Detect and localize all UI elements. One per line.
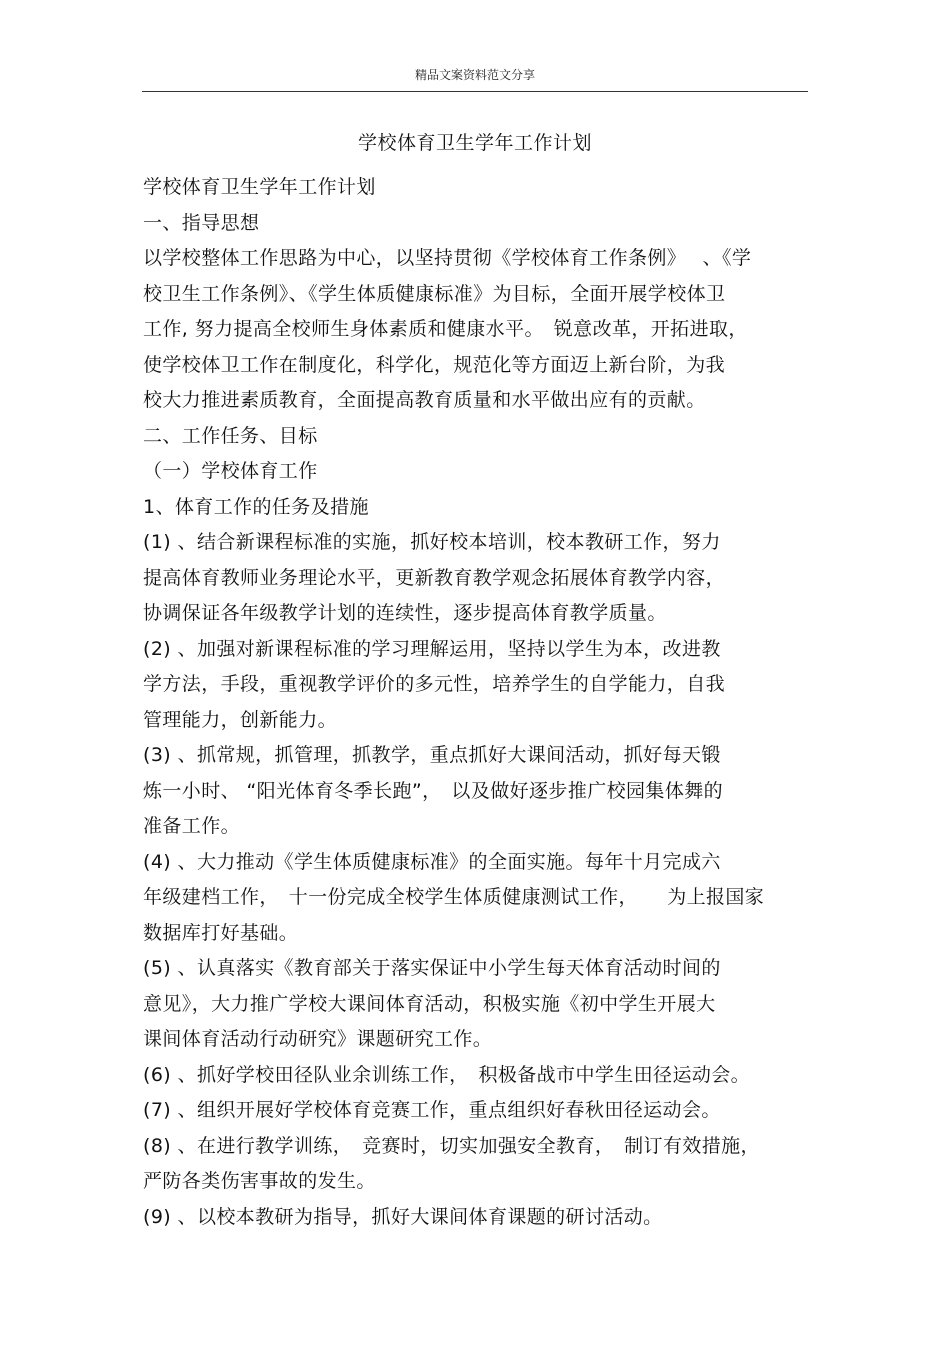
body-line: (5) 、认真落实《教育部关于落实保证中小学生每天体育活动时间的 xyxy=(143,957,721,979)
body-line: (8) 、在进行教学训练， 竞赛时，切实加强安全教育， 制订有效措施， xyxy=(143,1134,760,1157)
body-line: (6) 、抓好学校田径队业余训练工作， 积极备战市中学生田径运动会。 xyxy=(143,1063,751,1086)
document-body xyxy=(143,170,823,1235)
body-line: 炼一小时、 “阳光体育冬季长跑”， 以及做好逐步推广校园集体舞的 xyxy=(143,779,724,802)
body-line: 管理能力，创新能力。 xyxy=(143,708,338,731)
header-divider xyxy=(142,91,808,92)
body-line: (7) 、组织开展好学校体育竞赛工作，重点组织好春秋田径运动会。 xyxy=(143,1099,721,1121)
body-line: 课间体育活动行动研究》课题研究工作。 xyxy=(143,1028,493,1050)
body-line: 协调保证各年级教学计划的连续性，逐步提高体育教学质量。 xyxy=(143,602,667,624)
body-line: 提高体育教师业务理论水平，更新教育教学观念拓展体育教学内容， xyxy=(143,566,726,589)
body-line: 严防各类伤害事故的发生。 xyxy=(143,1170,376,1192)
body-line: 校卫生工作条例》、《学生体质健康标准》为目标，全面开展学校体卫 xyxy=(143,282,726,305)
body-line: (2) 、加强对新课程标准的学习理解运用，坚持以学生为本，改进教 xyxy=(143,637,721,660)
body-line: 使学校体卫工作在制度化，科学化，规范化等方面迈上新台阶，为我 xyxy=(143,353,726,376)
body-line: 准备工作。 xyxy=(143,815,241,837)
document-title: 学校体育卫生学年工作计划 xyxy=(357,132,592,154)
body-line: 学校体育卫生学年工作计划 xyxy=(143,176,376,198)
body-line: 二、工作任务、目标 xyxy=(143,424,318,447)
body-line: (1) 、结合新课程标准的实施，抓好校本培训，校本教研工作，努力 xyxy=(143,531,721,553)
body-line: 年级建档工作， 十一份完成全校学生体质健康测试工作， 为上报国家 xyxy=(143,886,765,908)
body-line: (4) 、大力推动《学生体质健康标准》的全面实施。每年十月完成六 xyxy=(143,850,721,873)
body-line: 工作, 努力提高全校师生身体素质和健康水平。 锐意改革，开拓进取， xyxy=(143,318,748,340)
body-line: 学方法，手段，重视教学评价的多元性，培养学生的自学能力，自我 xyxy=(143,673,726,695)
page-header: 精品文案资料范文分享 xyxy=(414,68,535,82)
body-line: 校大力推进素质教育，全面提高教育质量和水平做出应有的贡献。 xyxy=(143,389,706,411)
body-line: 以学校整体工作思路为中心，以坚持贯彻《学校体育工作条例》 、《学 xyxy=(143,247,752,269)
body-line: (9) 、以校本教研为指导，抓好大课间体育课题的研讨活动。 xyxy=(143,1205,663,1228)
body-line: （一）学校体育工作 xyxy=(143,460,318,482)
body-line: 1、体育工作的任务及措施 xyxy=(143,495,369,518)
body-line: (3) 、抓常规，抓管理，抓教学，重点抓好大课间活动，抓好每天锻 xyxy=(143,744,721,766)
body-line: 意见》，大力推广学校大课间体育活动，积极实施《初中学生开展大 xyxy=(143,992,716,1015)
body-line: 一、指导思想 xyxy=(143,211,260,234)
body-line: 数据库打好基础。 xyxy=(143,921,299,944)
